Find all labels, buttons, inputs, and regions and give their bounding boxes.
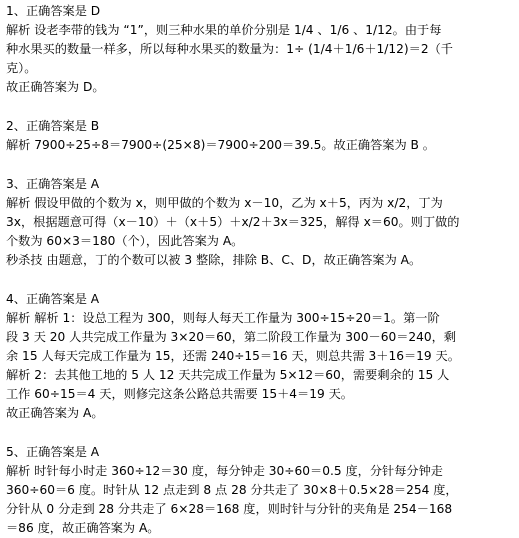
answer-section-4 xyxy=(6,290,514,423)
analysis-line: 分针从 0 分走到 28 分共走了 6×28＝168 度，则时针与分针的夹角是 254－168 xyxy=(6,502,453,516)
answer-section-2 xyxy=(6,117,514,155)
analysis-line: 种水果买的数量一样多，所以每种水果买的数量为：1÷ (1/4＋1/6＋1/12)＝2（千 xyxy=(6,42,453,56)
conclusion-line: 故正确答案为 A。 xyxy=(6,406,104,420)
analysis-line: 个数为 60×3＝180（个），因此答案为 A。 xyxy=(6,234,244,248)
analysis-line: 360÷60＝6 度。时针从 12 点走到 8 点 28 分共走了 30×8＋0.5×28＝254 度， xyxy=(6,483,458,497)
answer-section-3 xyxy=(6,175,514,270)
analysis-line: 工作 60÷15＝4 天，则修完这条公路总共需要 15＋4＝19 天。 xyxy=(6,387,353,401)
conclusion-line: 故正确答案为 D。 xyxy=(6,80,105,94)
analysis-line: 解析 时针每小时走 360÷12＝30 度，每分钟走 30÷60＝0.5 度，分针每分钟走 xyxy=(6,464,443,478)
answer-section-5 xyxy=(6,443,514,538)
answer-heading: 2、正确答案是 B xyxy=(6,119,100,133)
analysis-line: 解析 假设甲做的个数为 x，则甲做的个数为 x－10，乙为 x＋5，丙为 x/2，丁为 xyxy=(6,196,443,210)
answer-heading: 4、正确答案是 A xyxy=(6,292,100,306)
analysis-line: 解析 设老李带的钱为 “1”，则三种水果的单价分别是 1/4 、1/6 、1/12。由于每 xyxy=(6,23,442,37)
shortcut-line: 秒杀技 由题意，丁的个数可以被 3 整除，排除 B、C、D，故正确答案为 A。 xyxy=(6,253,422,267)
section-spacer xyxy=(6,97,514,117)
answer-heading: 1、正确答案是 D xyxy=(6,4,101,18)
answer-heading: 3、正确答案是 A xyxy=(6,177,100,191)
analysis-line: 余 15 人每天完成工作量为 15，还需 240÷15＝16 天，则总共需 3＋16＝19 天。 xyxy=(6,349,460,363)
answer-section-1 xyxy=(6,2,514,97)
analysis-line: 3x，根据题意可得（x－10）＋（x＋5）＋x/2＋3x＝325，解得 x＝60。则丁做的 xyxy=(6,215,460,229)
analysis-line: 段 3 天 20 人共完成工作量为 3×20＝60，第二阶段工作量为 300－60＝240，剩 xyxy=(6,330,457,344)
analysis-line: 解析 7900÷25÷8＝7900÷(25×8)＝7900÷200＝39.5。故正确答案为 B 。 xyxy=(6,138,435,152)
section-spacer xyxy=(6,155,514,175)
section-spacer xyxy=(6,423,514,443)
analysis-line: 解析 2：去其他工地的 5 人 12 天共完成工作量为 5×12＝60，需要剩余的 15 人 xyxy=(6,368,450,382)
answer-heading: 5、正确答案是 A xyxy=(6,445,100,459)
analysis-line: 解析 解析 1：设总工程为 300，则每人每天工作量为 300÷15÷20＝1。第一阶 xyxy=(6,311,440,325)
section-spacer xyxy=(6,270,514,290)
analysis-line: ＝86 度，故正确答案为 A。 xyxy=(6,521,160,535)
analysis-line: 克）。 xyxy=(6,61,37,75)
answer-document xyxy=(6,2,514,538)
